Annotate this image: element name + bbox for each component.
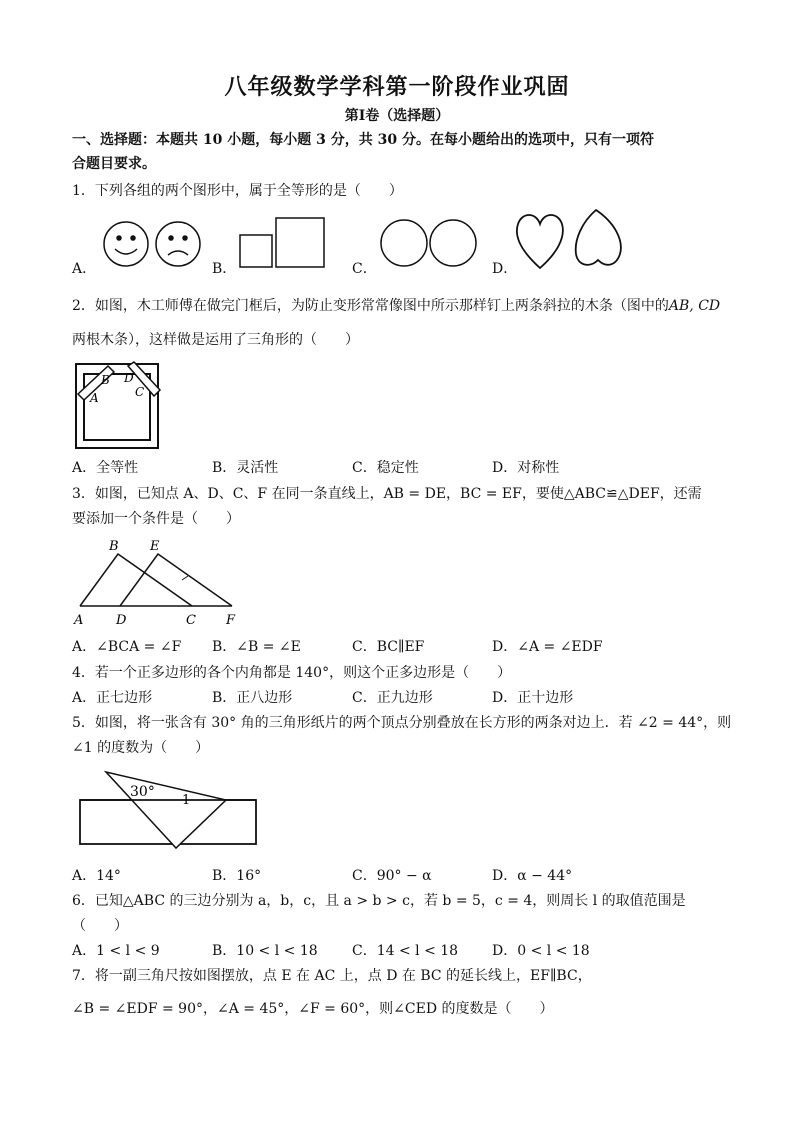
q7-stem-line1: 7．将一副三角尺按如图摆放，点 E 在 AC 上，点 D 在 BC 的延长线上，EF∥BC， bbox=[72, 968, 592, 984]
q1-option-b: B． bbox=[212, 261, 237, 277]
q2-fig-label-d: D bbox=[124, 371, 134, 385]
q3-fig-label-d: D bbox=[116, 613, 127, 628]
right-circle-shape bbox=[430, 220, 476, 266]
q3-tick-mark bbox=[182, 576, 188, 580]
q3-option-a: A．∠BCA = ∠F bbox=[72, 639, 182, 655]
q2-fig-label-c: C bbox=[135, 385, 145, 399]
page-title: 八年级数学学科第一阶段作业巩固 bbox=[224, 74, 570, 100]
q2-stem-math: AB, CD bbox=[668, 298, 721, 314]
page-subtitle: 第Ⅰ卷（选择题） bbox=[344, 108, 450, 124]
q4-option-b: B．正八边形 bbox=[212, 690, 293, 706]
q3-fig-label-e: E bbox=[150, 539, 160, 554]
triangle-def-shape bbox=[120, 554, 232, 606]
right-heart-shape bbox=[576, 210, 621, 265]
q5-option-d: D．α − 44° bbox=[492, 868, 573, 884]
q1-figure-d-hearts bbox=[512, 206, 632, 274]
q2-stem-line1 bbox=[72, 296, 720, 316]
q6-option-c: C．14 < l < 18 bbox=[352, 943, 459, 959]
q6-option-a: A．1 < l < 9 bbox=[72, 943, 160, 959]
small-square-shape bbox=[240, 235, 272, 267]
q4-option-c: C．正九边形 bbox=[352, 690, 433, 706]
left-heart-shape bbox=[517, 215, 563, 268]
q5-option-c: C．90° − α bbox=[352, 868, 432, 884]
q3-option-c: C．BC∥EF bbox=[352, 639, 425, 655]
left-circle-shape bbox=[381, 220, 427, 266]
q5-stem-line1: 5．如图，将一张含有 30° 角的三角形纸片的两个顶点分别叠放在长方形的两条对边上．若 ∠2 = 44°，则 bbox=[72, 715, 732, 731]
q5-option-b: B．16° bbox=[212, 868, 262, 884]
q1-stem: 1．下列各组的两个图形中，属于全等形的是（ ） bbox=[72, 183, 403, 199]
q4-option-a: A．正七边形 bbox=[72, 690, 153, 706]
q4-option-d: D．正十边形 bbox=[492, 690, 574, 706]
q2-option-b: B．灵活性 bbox=[212, 460, 279, 476]
q6-stem-line2: （ ） bbox=[72, 918, 128, 934]
q5-rectangle-triangle-figure bbox=[72, 766, 262, 856]
q3-option-d: D．∠A = ∠EDF bbox=[492, 639, 603, 655]
q6-option-d: D．0 < l < 18 bbox=[492, 943, 590, 959]
q3-stem-line1: 3．如图，已知点 A、D、C、F 在同一条直线上，AB = DE，BC = EF，要使△ABC≌△DEF，还需 bbox=[72, 486, 702, 502]
q5-fig-label-1: 1 bbox=[182, 793, 191, 808]
q2-stem-line2: 两根木条），这样做是运用了三角形的（ ） bbox=[72, 332, 359, 348]
q1-option-d: D． bbox=[492, 261, 518, 277]
q4-stem: 4．若一个正多边形的各个内角都是 140°，则这个正多边形是（ ） bbox=[72, 665, 512, 681]
q3-fig-label-f: F bbox=[226, 613, 236, 628]
q2-fig-label-b: B bbox=[101, 373, 110, 387]
q3-triangles-figure bbox=[70, 536, 240, 628]
section-heading-line2: 合题目要求。 bbox=[72, 156, 156, 172]
q3-fig-label-b: B bbox=[109, 539, 119, 554]
q6-stem-line1: 6．已知△ABC 的三边分别为 a，b，c，且 a > b > c，若 b = 5，c = 4，则周长 l 的取值范围是 bbox=[72, 893, 686, 909]
q1-option-a: A． bbox=[72, 261, 97, 277]
smiley-face-icon bbox=[104, 222, 148, 266]
q1-figure-c-circles bbox=[378, 216, 482, 272]
q1-figure-b-squares bbox=[238, 215, 328, 271]
q2-stem-text: 2．如图，木工师傅在做完门框后，为防止变形常常像图中所示那样钉上两条斜拉的木条（图中的 bbox=[72, 298, 669, 314]
q2-option-a: A．全等性 bbox=[72, 460, 139, 476]
large-square-shape bbox=[276, 218, 324, 267]
q3-fig-label-c: C bbox=[186, 613, 196, 628]
q3-stem-line2: 要添加一个条件是（ ） bbox=[72, 511, 240, 527]
q2-door-frame-figure bbox=[70, 358, 170, 454]
q5-triangle-shape bbox=[106, 772, 226, 848]
q2-option-c: C．稳定性 bbox=[352, 460, 419, 476]
q5-stem-line2: ∠1 的度数为（ ） bbox=[72, 740, 210, 756]
sad-face-icon bbox=[156, 222, 200, 266]
q2-option-d: D．对称性 bbox=[492, 460, 560, 476]
triangle-abc-shape bbox=[80, 554, 192, 606]
section-heading-line1: 一、选择题：本题共 10 小题，每小题 3 分，共 30 分。在每小题给出的选项中，只有一项符 bbox=[72, 132, 654, 148]
q1-figure-a-faces bbox=[100, 215, 210, 275]
q5-option-a: A．14° bbox=[72, 868, 121, 884]
q2-fig-label-a: A bbox=[90, 391, 99, 405]
q3-fig-label-a: A bbox=[74, 613, 84, 628]
q5-fig-label-30: 30° bbox=[130, 784, 155, 800]
q3-option-b: B．∠B = ∠E bbox=[212, 639, 301, 655]
q7-stem-line2: ∠B = ∠EDF = 90°，∠A = 45°，∠F = 60°，则∠CED 的度数是（ ） bbox=[72, 1001, 554, 1017]
q6-option-b: B．10 < l < 18 bbox=[212, 943, 318, 959]
q1-option-c: C． bbox=[352, 261, 377, 277]
